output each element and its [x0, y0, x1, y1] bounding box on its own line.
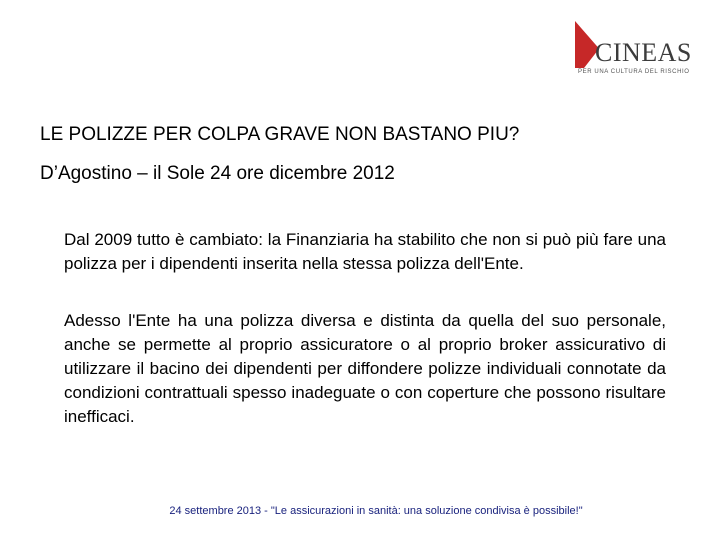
logo-tagline: PER UNA CULTURA DEL RISCHIO	[578, 69, 690, 75]
body-paragraph-2: Adesso l'Ente ha una polizza diversa e distinta da quella del suo personale, anche se permette al proprio assicuratore o al proprio broker assicurativo di utilizzare il bacino dei dipendenti per diffondere polizze individuali connotate da condizioni contrattuali spesso inadeguate o con coperture che possono risultare inefficaci.	[64, 311, 666, 426]
cineas-logo	[572, 18, 702, 80]
body-paragraph-1: Dal 2009 tutto è cambiato: la Finanziaria ha stabilito che non si può più fare una polizza per i dipendenti inserita nella stessa polizza dell'Ente.	[64, 230, 666, 273]
logo-wordmark: CINEAS	[595, 38, 692, 67]
slide-title: LE POLIZZE PER COLPA GRAVE NON BASTANO PIU?	[40, 124, 520, 145]
footer-caption: 24 settembre 2013 - "Le assicurazioni in sanità: una soluzione condivisa è possibile!"	[169, 505, 583, 517]
slide-subtitle: D’Agostino – il Sole 24 ore dicembre 2012	[40, 163, 395, 184]
